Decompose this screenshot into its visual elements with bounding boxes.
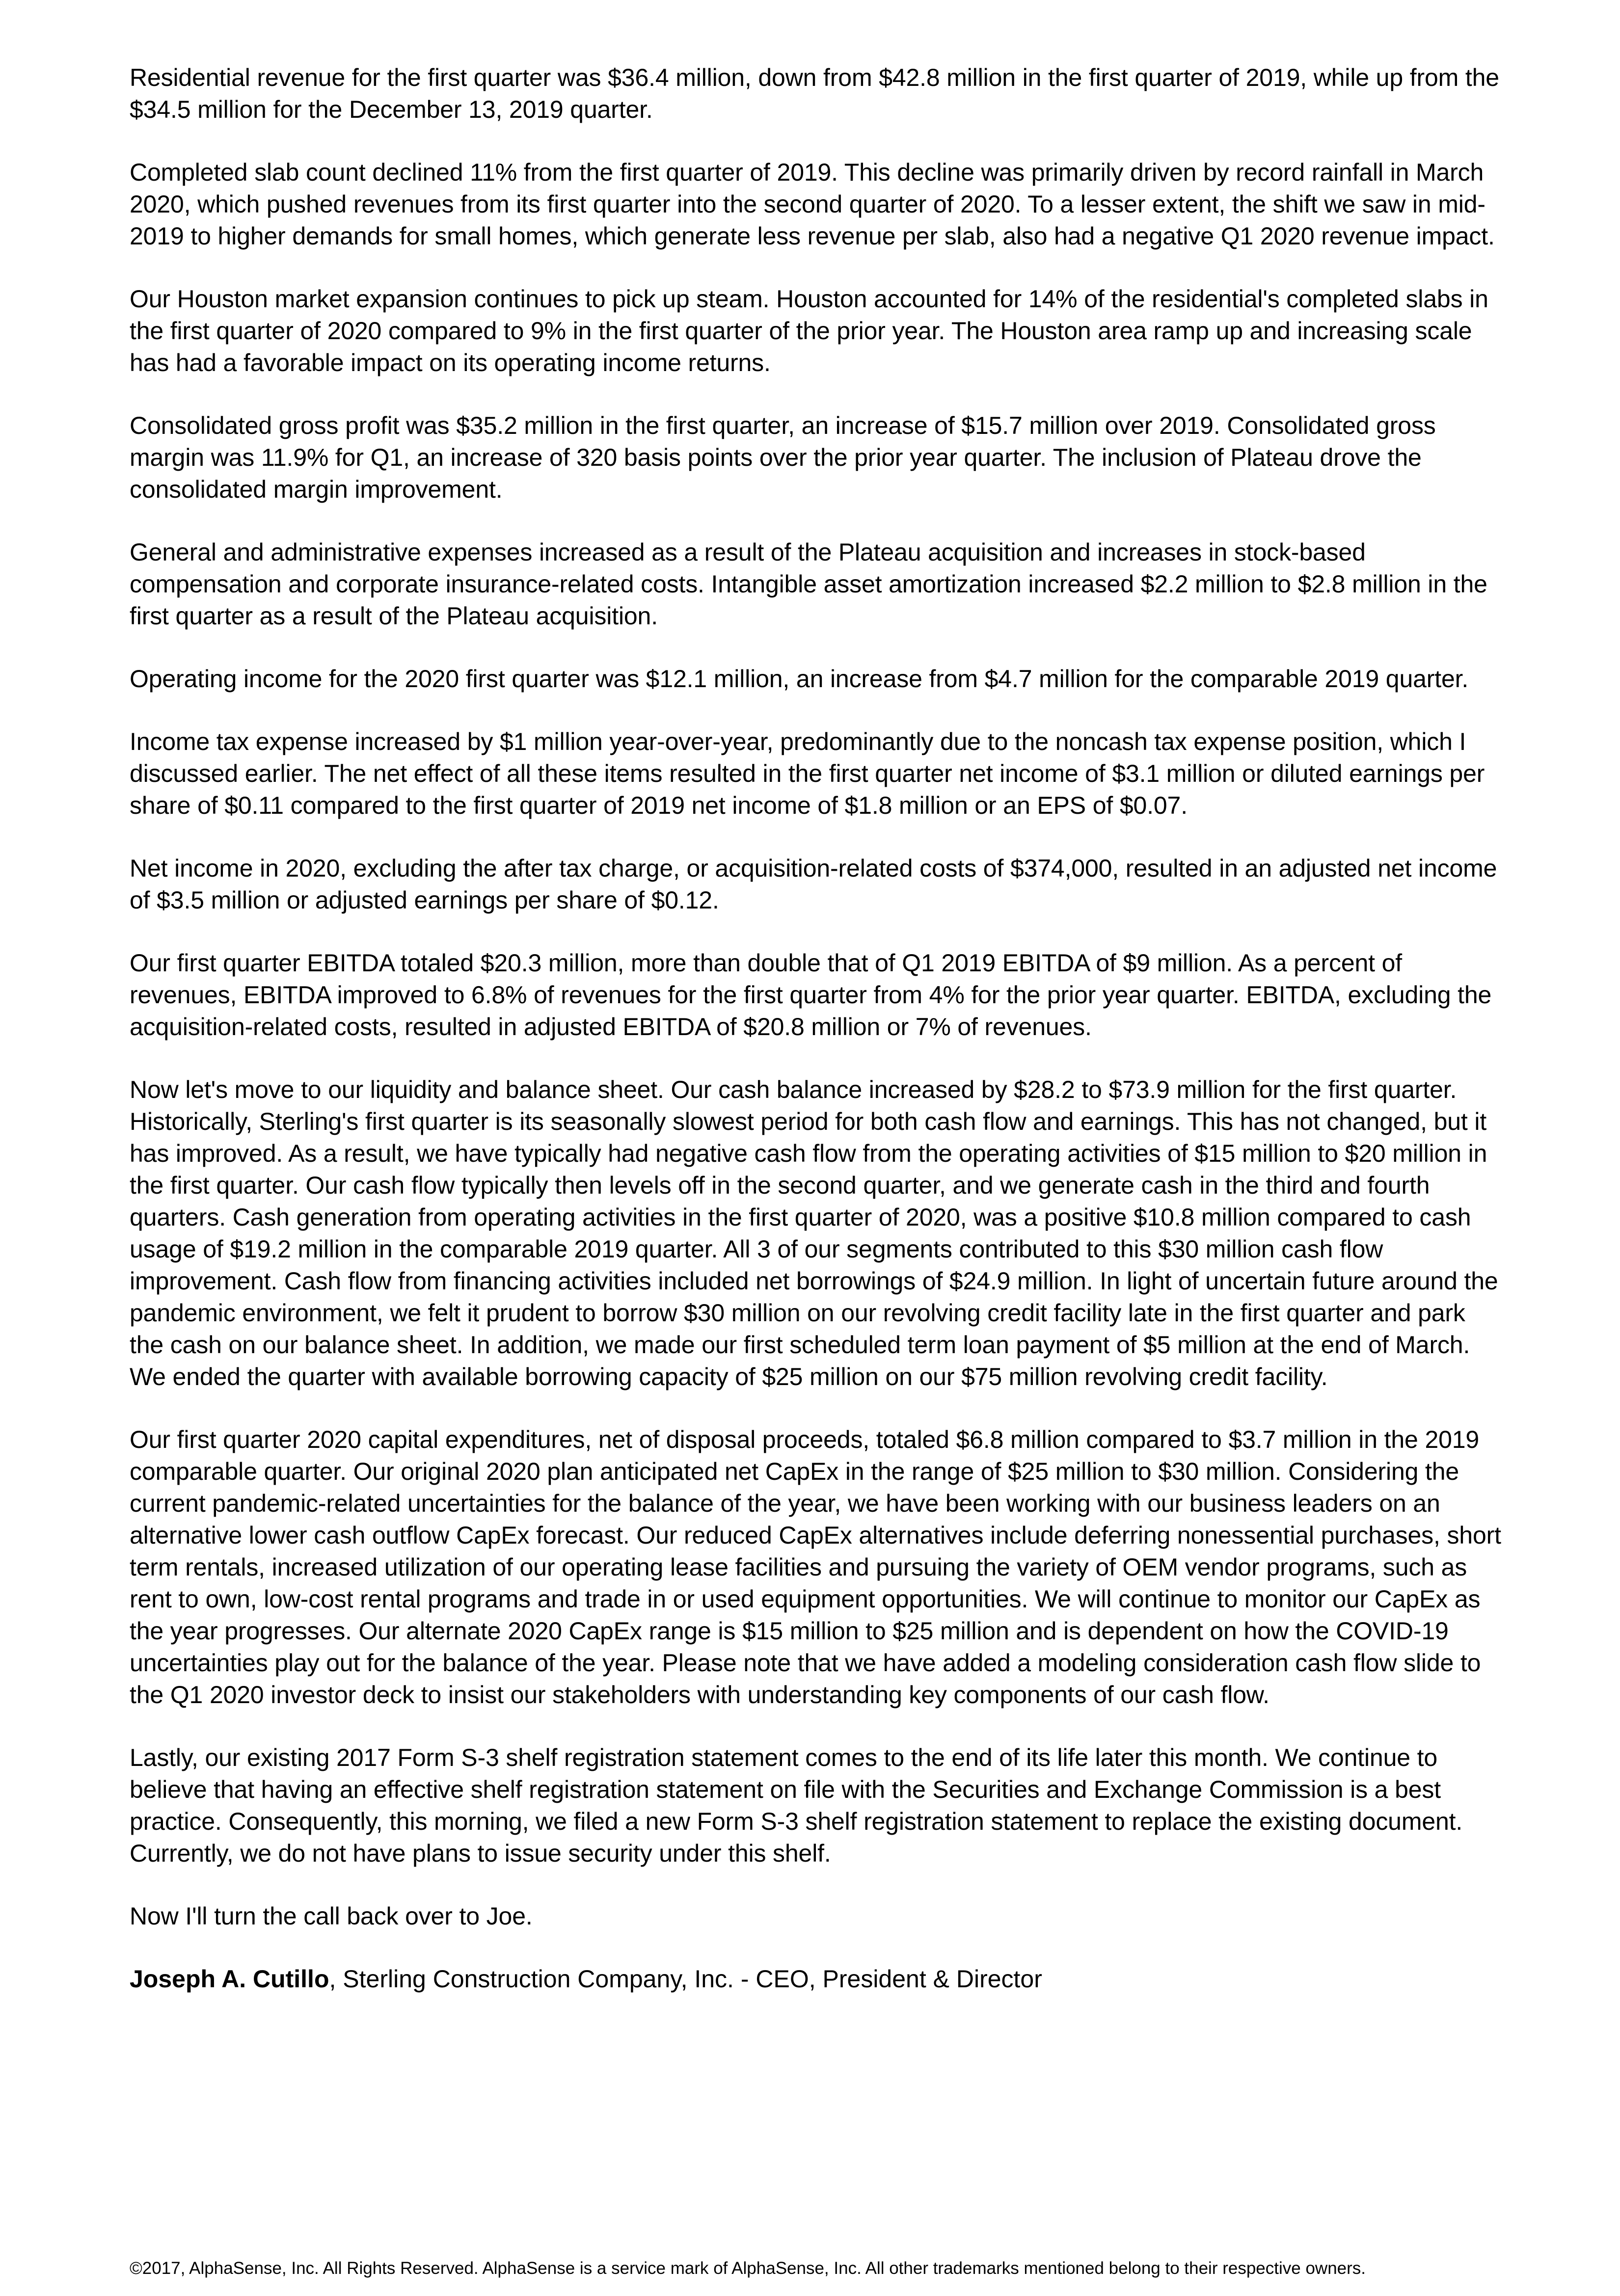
paragraph-operating-income: Operating income for the 2020 first quarter was $12.1 million, an increase from $4.7 million for the comparable 2019 quarter. xyxy=(130,665,1469,693)
speaker-name: Joseph A. Cutillo xyxy=(130,1965,329,1993)
transcript-body xyxy=(130,62,1504,1995)
paragraph-g-and-a-expenses: General and administrative expenses increased as a result of the Plateau acquisition and increases in stock-based compensation and corporate insurance-related costs. Intangible asset amortization increased $2.2 million to $2.8 million in the first quarter as a result of the Plateau acquisition. xyxy=(130,538,1487,630)
copyright-footer: ©2017, AlphaSense, Inc. All Rights Reserved. AlphaSense is a service mark of AlphaSense, Inc. All other trademarks mentioned belong to their respective owners. xyxy=(130,2259,1366,2278)
paragraph-shelf-registration: Lastly, our existing 2017 Form S-3 shelf registration statement comes to the end of its life later this month. We continue to believe that having an effective shelf registration statement on file with the Securities and Exchange Commission is a best practice. Consequently, this morning, we filed a new Form S-3 shelf registration statement to replace the existing document. Currently, we do not have plans to issue security under this shelf. xyxy=(130,1744,1463,1867)
paragraph-adjusted-net-income: Net income in 2020, excluding the after tax charge, or acquisition-related costs of $374,000, resulted in an adjusted net income of $3.5 million or adjusted earnings per share of $0.12. xyxy=(130,854,1497,914)
paragraph-liquidity-balance-sheet: Now let's move to our liquidity and balance sheet. Our cash balance increased by $28.2 to $73.9 million for the first quarter. Historically, Sterling's first quarter is its seasonally slowest period for both cash flow and earnings. This has not changed, but it has improved. As a result, we have typically had negative cash flow from the operating activities of $15 million to $20 million in the first quarter. Our cash flow typically then levels off in the second quarter, and we generate cash in the third and fourth quarters. Cash generation from operating activities in the first quarter of 2020, was a positive $10.8 million compared to cash usage of $19.2 million in the comparable 2019 quarter. All 3 of our segments contributed to this $30 million cash flow improvement. Cash flow from financing activities included net borrowings of $24.9 million. In light of uncertain future around the pandemic environment, we felt it prudent to borrow $30 million on our revolving credit facility late in the first quarter and park the cash on our balance sheet. In addition, we made our first scheduled term loan payment of $5 million at the end of March. We ended the quarter with available borrowing capacity of $25 million on our $75 million revolving credit facility. xyxy=(130,1076,1498,1390)
paragraph-slab-count: Completed slab count declined 11% from the first quarter of 2019. This decline was primarily driven by record rainfall in March 2020, which pushed revenues from its first quarter into the second quarter of 2020. To a lesser extent, the shift we saw in mid-2019 to higher demands for small homes, which generate less revenue per slab, also had a negative Q1 2020 revenue impact. xyxy=(130,159,1495,250)
paragraph-residential-revenue: Residential revenue for the first quarter was $36.4 million, down from $42.8 million in the first quarter of 2019, while up from the $34.5 million for the December 13, 2019 quarter. xyxy=(130,64,1499,123)
paragraph-ebitda: Our first quarter EBITDA totaled $20.3 million, more than double that of Q1 2019 EBITDA of $9 million. As a percent of revenues, EBITDA improved to 6.8% of revenues for the first quarter from 4% for the prior year quarter. EBITDA, excluding the acquisition-related costs, resulted in adjusted EBITDA of $20.8 million or 7% of revenues. xyxy=(130,949,1492,1041)
paragraph-turn-call-back: Now I'll turn the call back over to Joe. xyxy=(130,1902,533,1930)
speaker-title: , Sterling Construction Company, Inc. - CEO, President & Director xyxy=(329,1965,1042,1993)
paragraph-gross-profit: Consolidated gross profit was $35.2 million in the first quarter, an increase of $15.7 million over 2019. Consolidated gross margin was 11.9% for Q1, an increase of 320 basis points over the prior year quarter. The inclusion of Plateau drove the consolidated margin improvement. xyxy=(130,412,1436,503)
paragraph-houston-expansion: Our Houston market expansion continues to pick up steam. Houston accounted for 14% of the residential's completed slabs in the first quarter of 2020 compared to 9% in the first quarter of the prior year. The Houston area ramp up and increasing scale has had a favorable impact on its operating income returns. xyxy=(130,285,1488,376)
paragraph-capital-expenditures: Our first quarter 2020 capital expenditures, net of disposal proceeds, totaled $6.8 million compared to $3.7 million in the 2019 comparable quarter. Our original 2020 plan anticipated net CapEx in the range of $25 million to $30 million. Considering the current pandemic-related uncertainties for the balance of the year, we have been working with our business leaders on an alternative lower cash outflow CapEx forecast. Our reduced CapEx alternatives include deferring nonessential purchases, short term rentals, increased utilization of our operating lease facilities and pursuing the variety of OEM vendor programs, such as rent to own, low-cost rental programs and trade in or used equipment opportunities. We will continue to monitor our CapEx as the year progresses. Our alternate 2020 CapEx range is $15 million to $25 million and is dependent on how the COVID-19 uncertainties play out for the balance of the year. Please note that we have added a modeling consideration cash flow slide to the Q1 2020 investor deck to insist our stakeholders with understanding key components of our cash flow. xyxy=(130,1426,1501,1709)
paragraph-income-tax: Income tax expense increased by $1 million year-over-year, predominantly due to the noncash tax expense position, which I discussed earlier. The net effect of all these items resulted in the first quarter net income of $3.1 million or diluted earnings per share of $0.11 compared to the first quarter of 2019 net income of $1.8 million or an EPS of $0.07. xyxy=(130,728,1485,819)
speaker-attribution xyxy=(130,1963,1504,1995)
